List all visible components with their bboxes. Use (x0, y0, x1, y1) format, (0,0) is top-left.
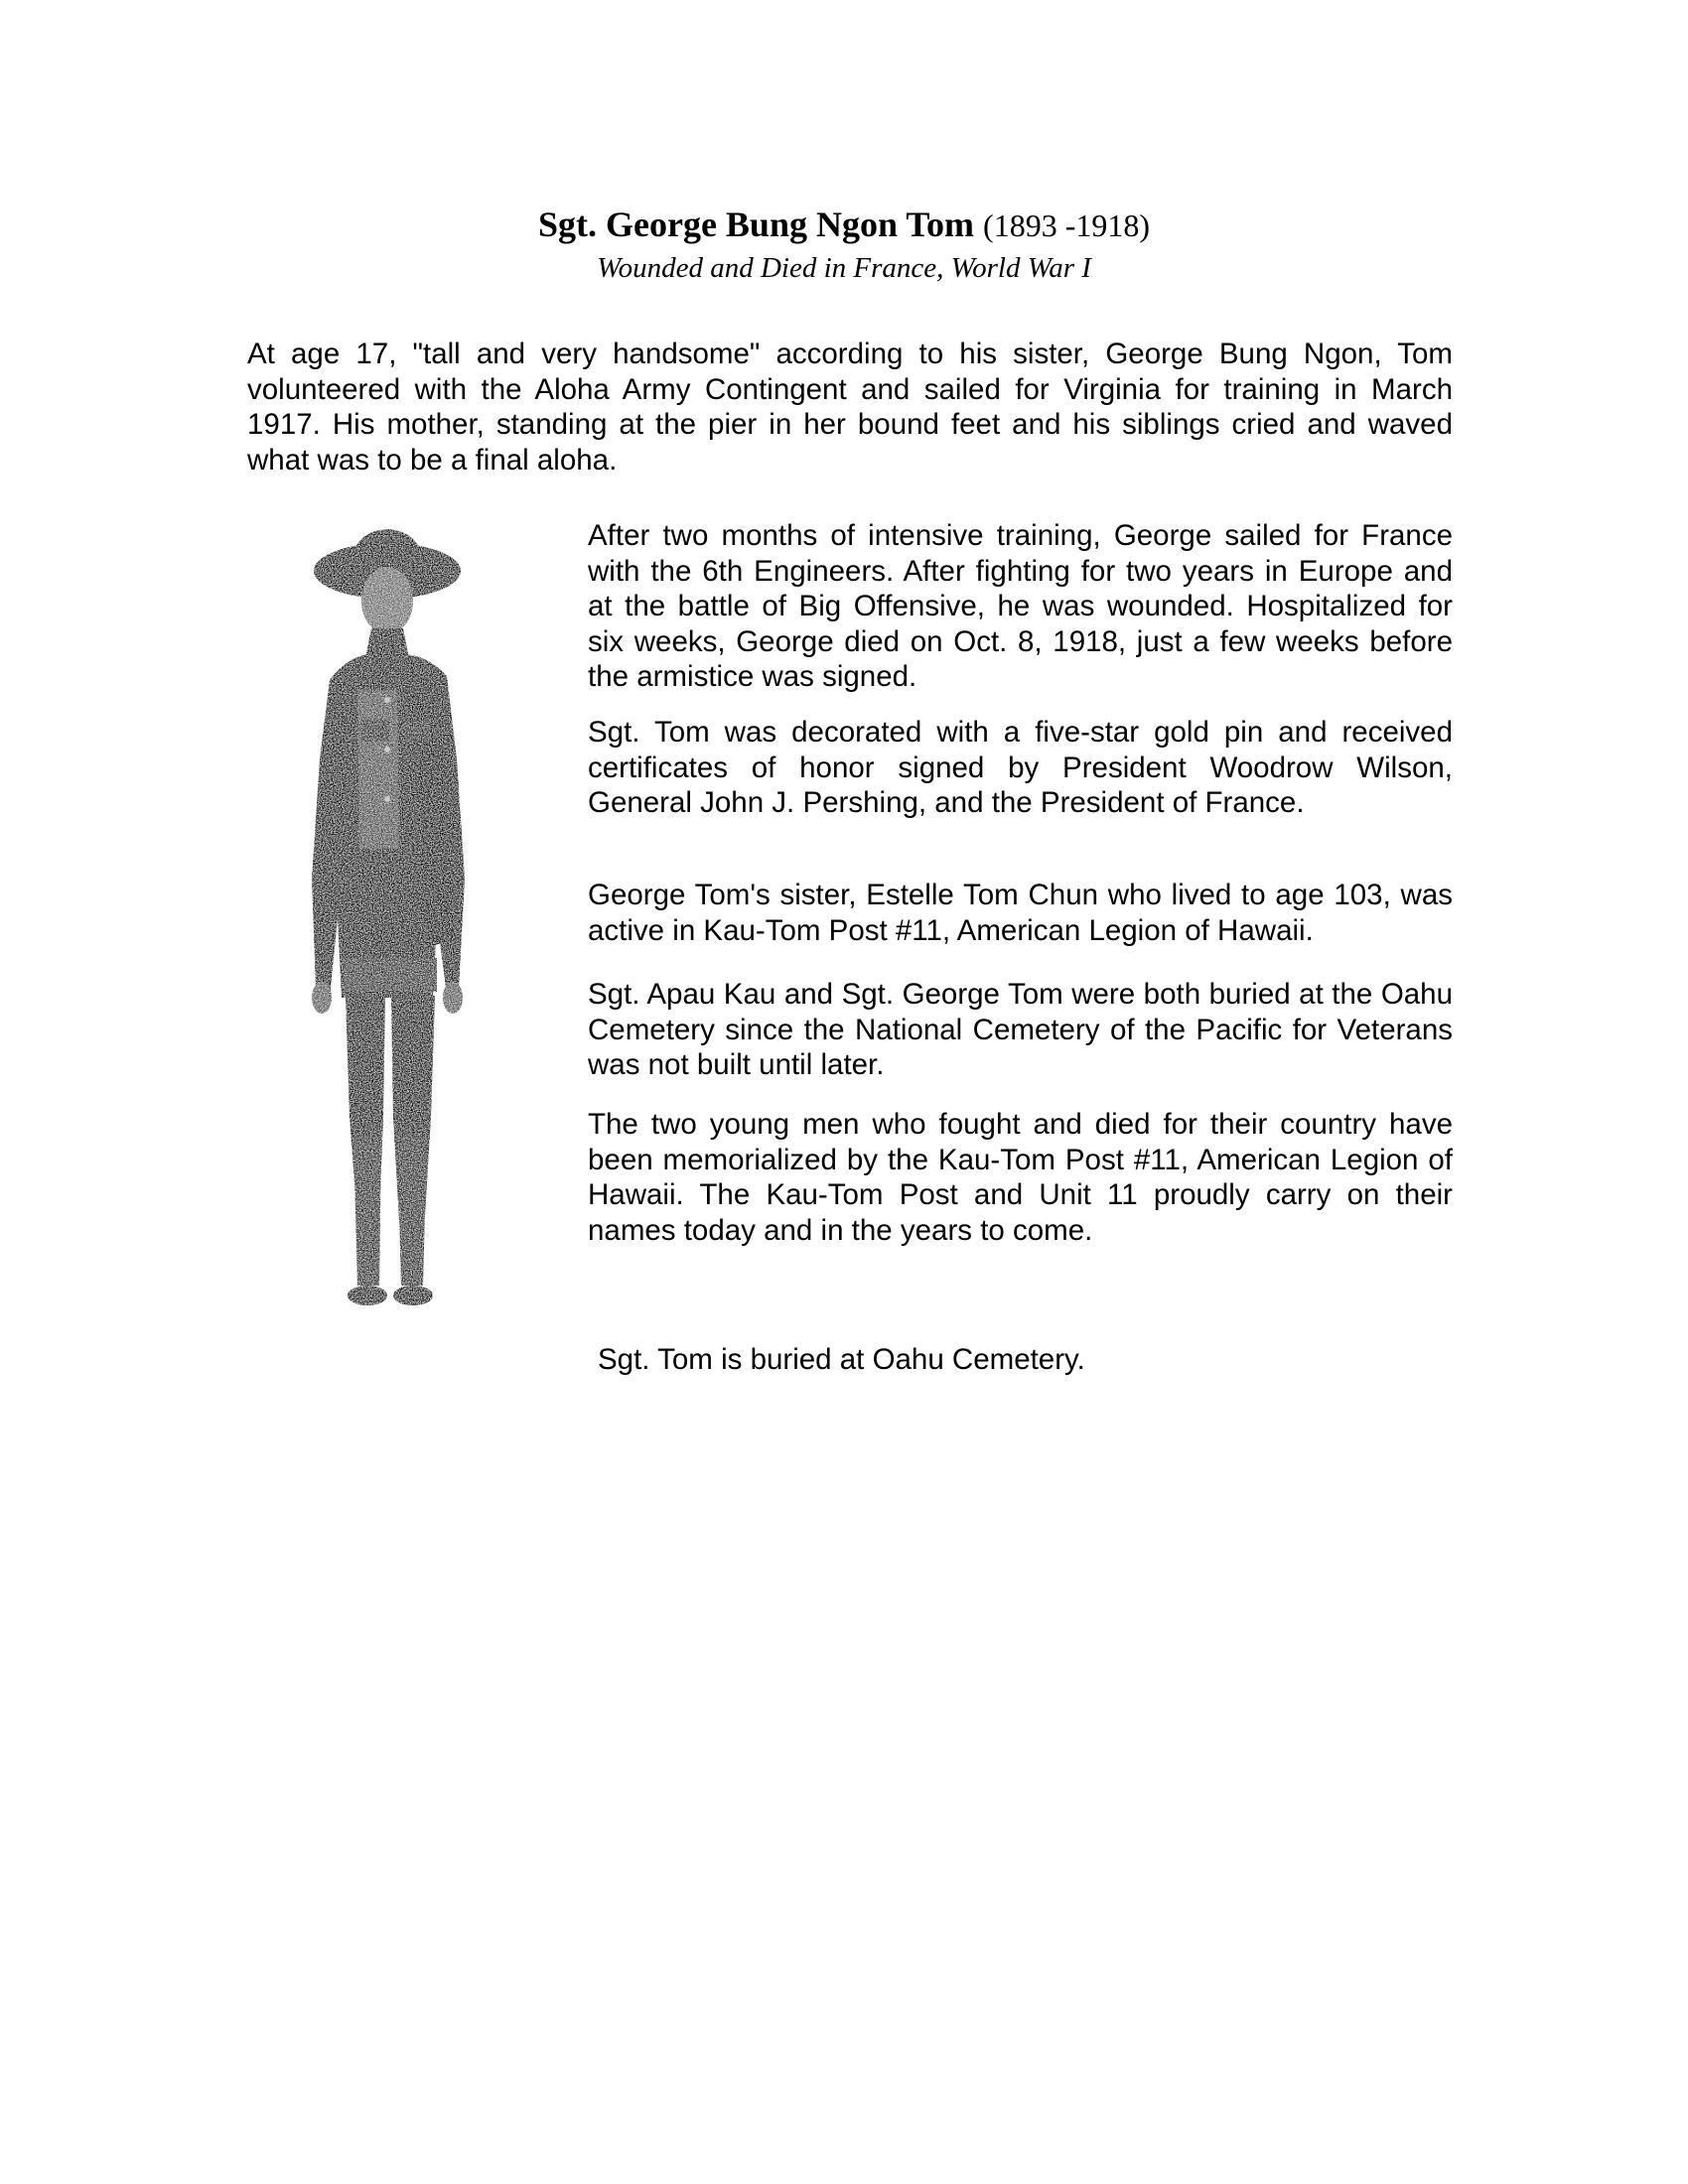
title-name: Sgt. George Bung Ngon Tom (537, 205, 975, 244)
paragraph-training: After two months of intensive training, George sailed for France with the 6th Engineers. After fighting for two years in Europe and at the battle of Big Offensive, he was wounded. Hospitalized for six weeks, George died on Oct. 8, 1918, just a few weeks before the armistice was signed. (588, 519, 1453, 693)
soldier-photograph (288, 521, 556, 1340)
page-title (0, 203, 1688, 247)
title-years: (1893 -1918) (983, 207, 1151, 243)
paragraph-burial-history: Sgt. Apau Kau and Sgt. George Tom were both buried at the Oahu Cemetery since the National Cemetery of the Pacific for Veterans was not built until later. (588, 978, 1453, 1081)
intro-paragraph: At age 17, "tall and very handsome" according to his sister, George Bung Ngon, Tom volunteered with the Aloha Army Contingent and sailed for Virginia for training in March 1917. His mother, standing at the pier in her bound feet and his siblings cried and waved what was to be a final aloha. (247, 338, 1453, 477)
paragraph-memorial: The two young men who fought and died for their country have been memorialized by the Kau-Tom Post #11, American Legion of Hawaii. The Kau-Tom Post and Unit 11 proudly carry on their names today and in the years to come. (588, 1108, 1453, 1247)
page-subtitle: Wounded and Died in France, World War I (597, 252, 1091, 284)
burial-note: Sgt. Tom is buried at Oahu Cemetery. (598, 1343, 1085, 1376)
paragraph-sister: George Tom's sister, Estelle Tom Chun who lived to age 103, was active in Kau-Tom Post #11, American Legion of Hawaii. (588, 879, 1453, 947)
paragraph-decorations: Sgt. Tom was decorated with a five-star gold pin and received certificates of honor signed by President Woodrow Wilson, General John J. Pershing, and the President of France. (588, 716, 1453, 819)
